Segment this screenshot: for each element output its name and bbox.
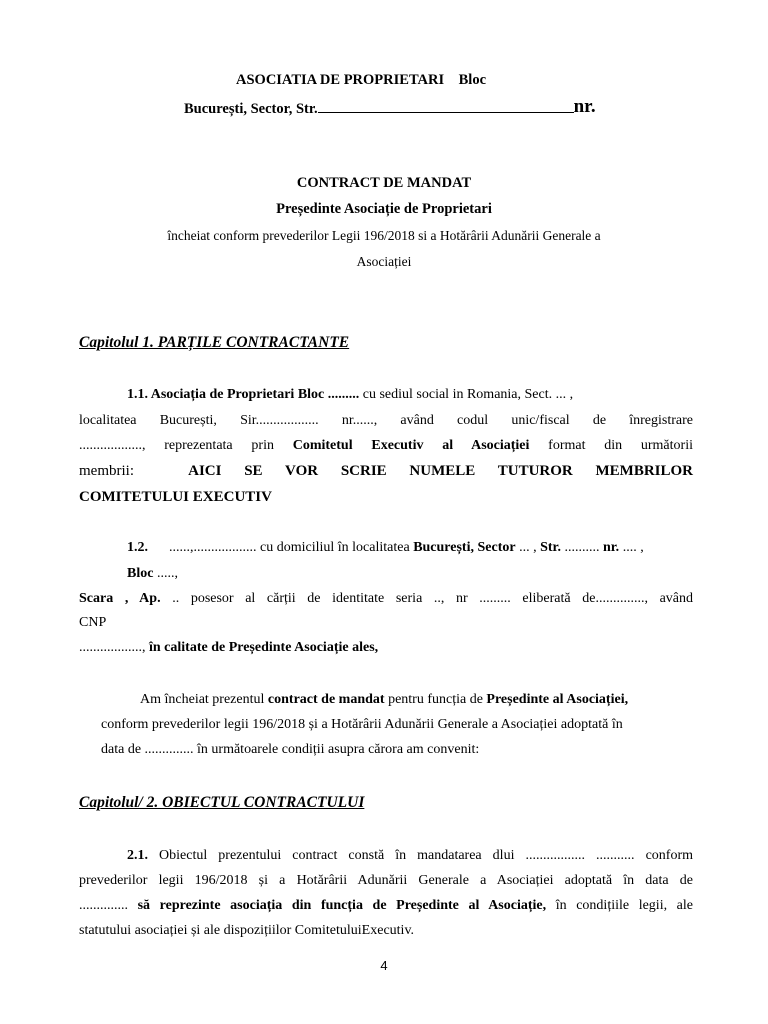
intro-line1: Am încheiat prezentul contract de mandat pentru funcția de Președinte al Asociației,	[140, 692, 629, 707]
para-1-1-line2: localitatea București, Sir.................. nr......, având codul unic/fiscal de înregistrare	[79, 413, 693, 428]
para-1-2-line2: Bloc .....,	[127, 566, 178, 581]
document-subtitle: Președinte Asociație de Proprietari	[276, 201, 492, 217]
para-1-2-line1: 1.2. ......,.................. cu domiciliul în localitatea București, Sector ... , Str. .......... nr. .... ,	[127, 540, 644, 555]
chapter-1-heading: Capitolul 1. PARȚILE CONTRACTANTE	[79, 334, 350, 351]
para-2-1-line3: .............. să reprezinte asociația din funcția de Președinte al Asociație, în condițiile legii, ale	[79, 898, 694, 913]
association-header	[236, 72, 486, 89]
document-title: CONTRACT DE MANDAT	[296, 175, 472, 191]
para-1-1-line3: .................., reprezentata prin Comitetul Executiv al Asociației format din următorii	[79, 438, 693, 453]
street-blank-line	[318, 98, 574, 113]
legal-basis-line2: Asociației	[356, 254, 412, 269]
legal-basis-line1: încheiat conform prevederilor Legii 196/2018 si a Hotărârii Adunării Generale a	[167, 228, 601, 243]
nr-label: nr.	[573, 96, 596, 117]
intro-line3: data de .............. în următoarele condiții asupra cărora am convenit:	[101, 742, 480, 757]
address-prefix: București, Sector, Str.	[184, 101, 318, 117]
para-1-1-line1: 1.1. Asociația de Proprietari Bloc ......... cu sediul social in Romania, Sect. ... ,	[127, 387, 574, 402]
bloc-label: Bloc	[458, 72, 487, 88]
para-2-1-line4: statutului asociației și ale dispozițiilor ComitetuluiExecutiv.	[79, 923, 415, 938]
page-number: 4	[380, 958, 388, 973]
association-name: ASOCIATIA DE PROPRIETARI	[236, 72, 445, 88]
chapter-2-heading: Capitolul/ 2. OBIECTUL CONTRACTULUI	[79, 794, 365, 811]
para-1-2-line3: Scara , Ap. .. posesor al cărții de identitate seria .., nr ......... eliberată de.............., având	[79, 591, 693, 606]
para-1-1-line4: membrii: AICI SE VOR SCRIE NUMELE TUTUROR MEMBRILOR	[79, 463, 693, 479]
intro-line2: conform prevederilor legii 196/2018 și a Hotărârii Adunării Generale a Asociației adoptată în	[101, 717, 623, 732]
para-2-1-line2: prevederilor legii 196/2018 și a Hotărârii Adunării Generale a Asociației adoptată în data de	[79, 873, 693, 888]
address-line	[184, 97, 596, 119]
para-2-1-line1: 2.1. Obiectul prezentului contract constă în mandatarea dlui ................. ........... conform	[127, 848, 693, 863]
para-1-1-line5: COMITETULUI EXECUTIV	[79, 489, 272, 505]
para-1-2-line4: CNP	[79, 615, 107, 630]
para-1-2-line5: .................., în calitate de Președinte Asociație ales,	[79, 640, 379, 655]
